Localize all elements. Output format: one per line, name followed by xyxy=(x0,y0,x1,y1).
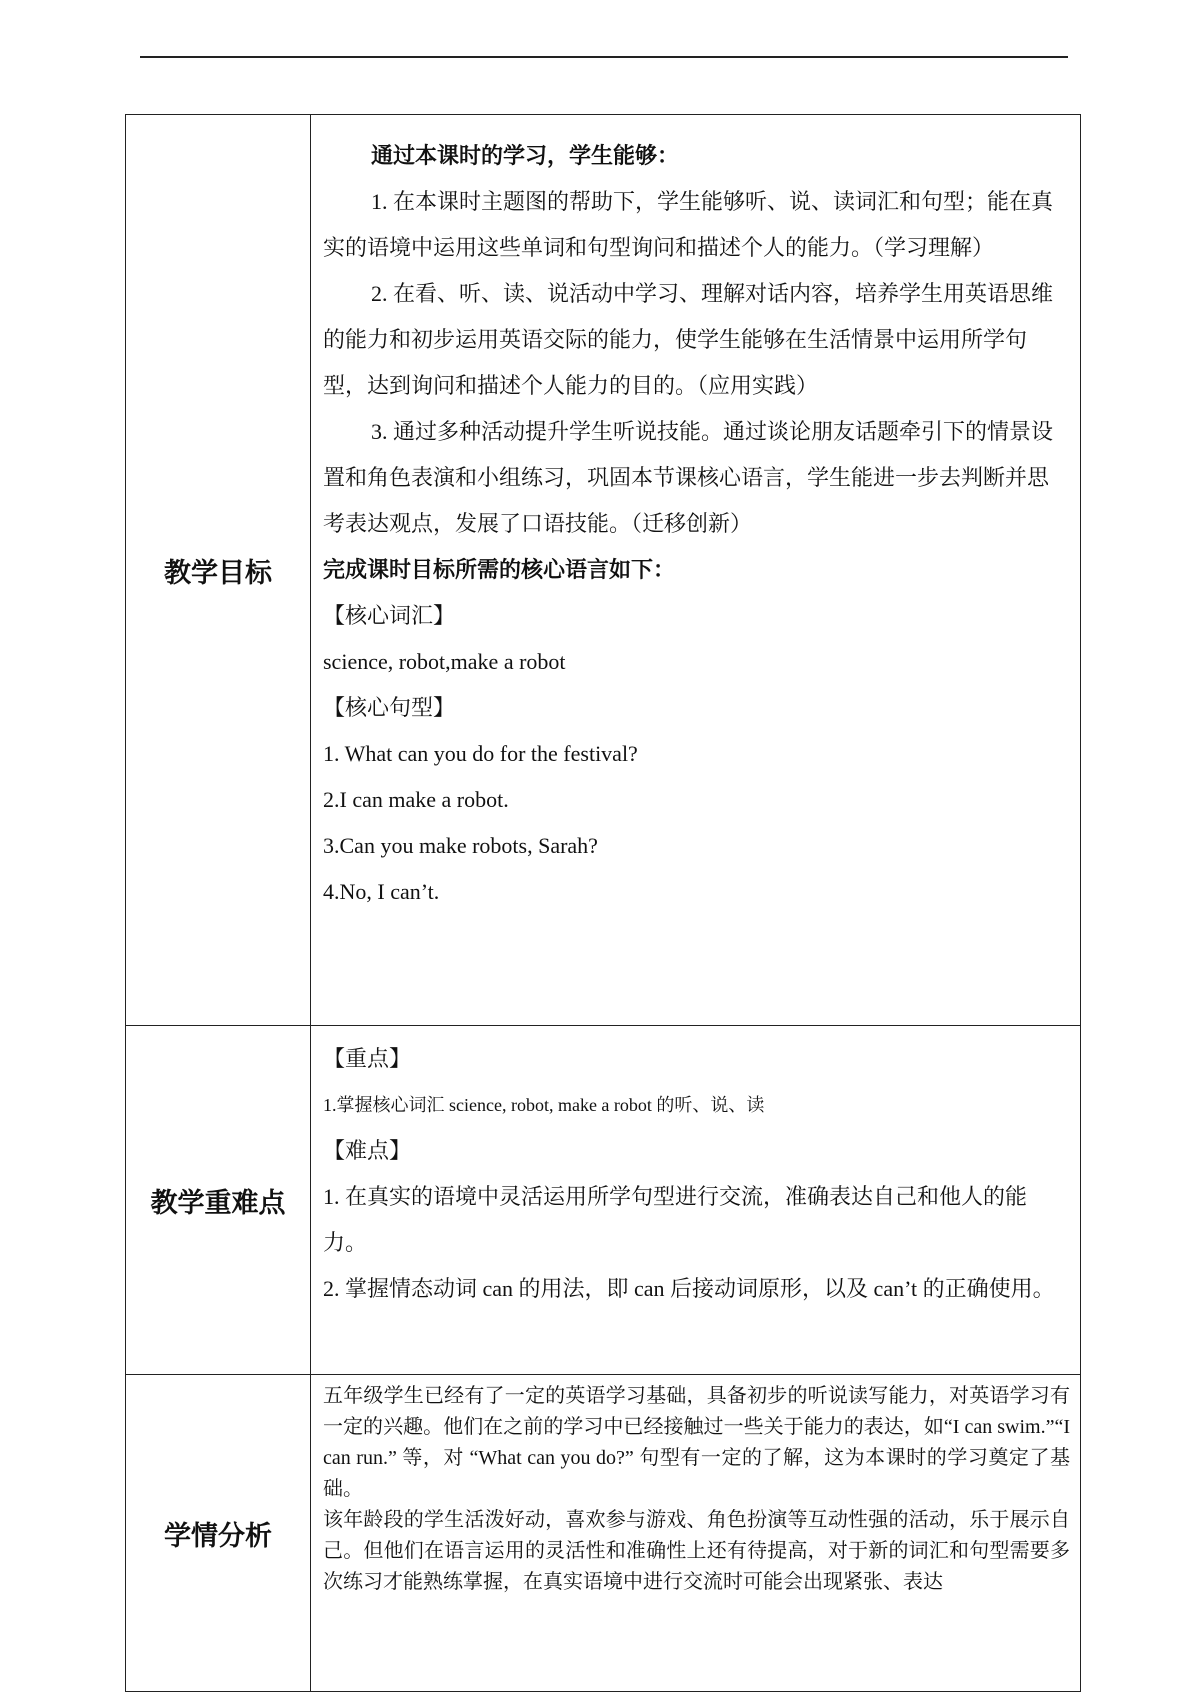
objective-1: 1. 在本课时主题图的帮助下，学生能够听、说、读词汇和句型；能在真实的语境中运用这些单词和句型询问和描述个人的能力。（学习理解） xyxy=(323,189,1054,260)
vocab-heading: 【核心词汇】 xyxy=(323,603,456,628)
analysis-content xyxy=(311,1375,1081,1692)
difficulty-1: 1. 在真实的语境中灵活运用所学句型进行交流，准确表达自己和他人的能力。 xyxy=(323,1184,1028,1255)
goals-content xyxy=(311,115,1081,1026)
row-label-analysis: 学情分析 xyxy=(126,1375,311,1692)
row-label-goals: 教学目标 xyxy=(126,115,311,1026)
key-item: 1.掌握核心词汇 science, robot, make a robot 的听、说、读 xyxy=(323,1095,765,1115)
key-heading: 【重点】 xyxy=(323,1046,412,1071)
sentence-1: 1. What can you do for the festival? xyxy=(323,741,638,766)
keys-content xyxy=(311,1026,1081,1375)
objective-3: 3. 通过多种活动提升学生听说技能。通过谈论朋友话题牵引下的情景设置和角色表演和小组练习，巩固本节课核心语言，学生能进一步去判断并思考表达观点，发展了口语技能。（迁移创新） xyxy=(323,419,1054,536)
core-language-intro: 完成课时目标所需的核心语言如下： xyxy=(323,557,676,582)
vocab-list: science, robot,make a robot xyxy=(323,649,566,674)
table-row-analysis xyxy=(126,1375,1081,1692)
analysis-paragraph-2: 该年龄段的学生活泼好动，喜欢参与游戏、角色扮演等互动性强的活动，乐于展示自己。但他们在语言运用的灵活性和准确性上还有待提高，对于新的词汇和句型需要多次练习才能熟练掌握，在真实语境中进行交流时可能会出现紧张、表达 xyxy=(323,1509,1070,1593)
sentence-heading: 【核心句型】 xyxy=(323,695,456,720)
lesson-plan-table xyxy=(125,114,1081,1692)
header-rule xyxy=(140,56,1068,58)
sentence-2: 2.I can make a robot. xyxy=(323,787,509,812)
sentence-3: 3.Can you make robots, Sarah? xyxy=(323,833,598,858)
table-row-keys xyxy=(126,1026,1081,1375)
row-label-keys: 教学重难点 xyxy=(126,1026,311,1375)
goals-intro: 通过本课时的学习，学生能够： xyxy=(371,143,680,168)
difficulty-2: 2. 掌握情态动词 can 的用法，即 can 后接动词原形，以及 can’t 的正确使用。 xyxy=(323,1276,1055,1301)
sentence-4: 4.No, I can’t. xyxy=(323,879,440,904)
objective-2: 2. 在看、听、读、说活动中学习、理解对话内容，培养学生用英语思维的能力和初步运用英语交际的能力，使学生能够在生活情景中运用所学句型，达到询问和描述个人能力的目的。（应用实践） xyxy=(323,281,1054,398)
table-row-goals xyxy=(126,115,1081,1026)
analysis-paragraph-1: 五年级学生已经有了一定的英语学习基础，具备初步的听说读写能力，对英语学习有一定的兴趣。他们在之前的学习中已经接触过一些关于能力的表达，如“I can swim.”“I can run.” 等，对 “What can you do?” 句型有一定的了解，这为本课时的学习奠定了基础。 xyxy=(323,1385,1070,1500)
difficulty-heading: 【难点】 xyxy=(323,1138,412,1163)
